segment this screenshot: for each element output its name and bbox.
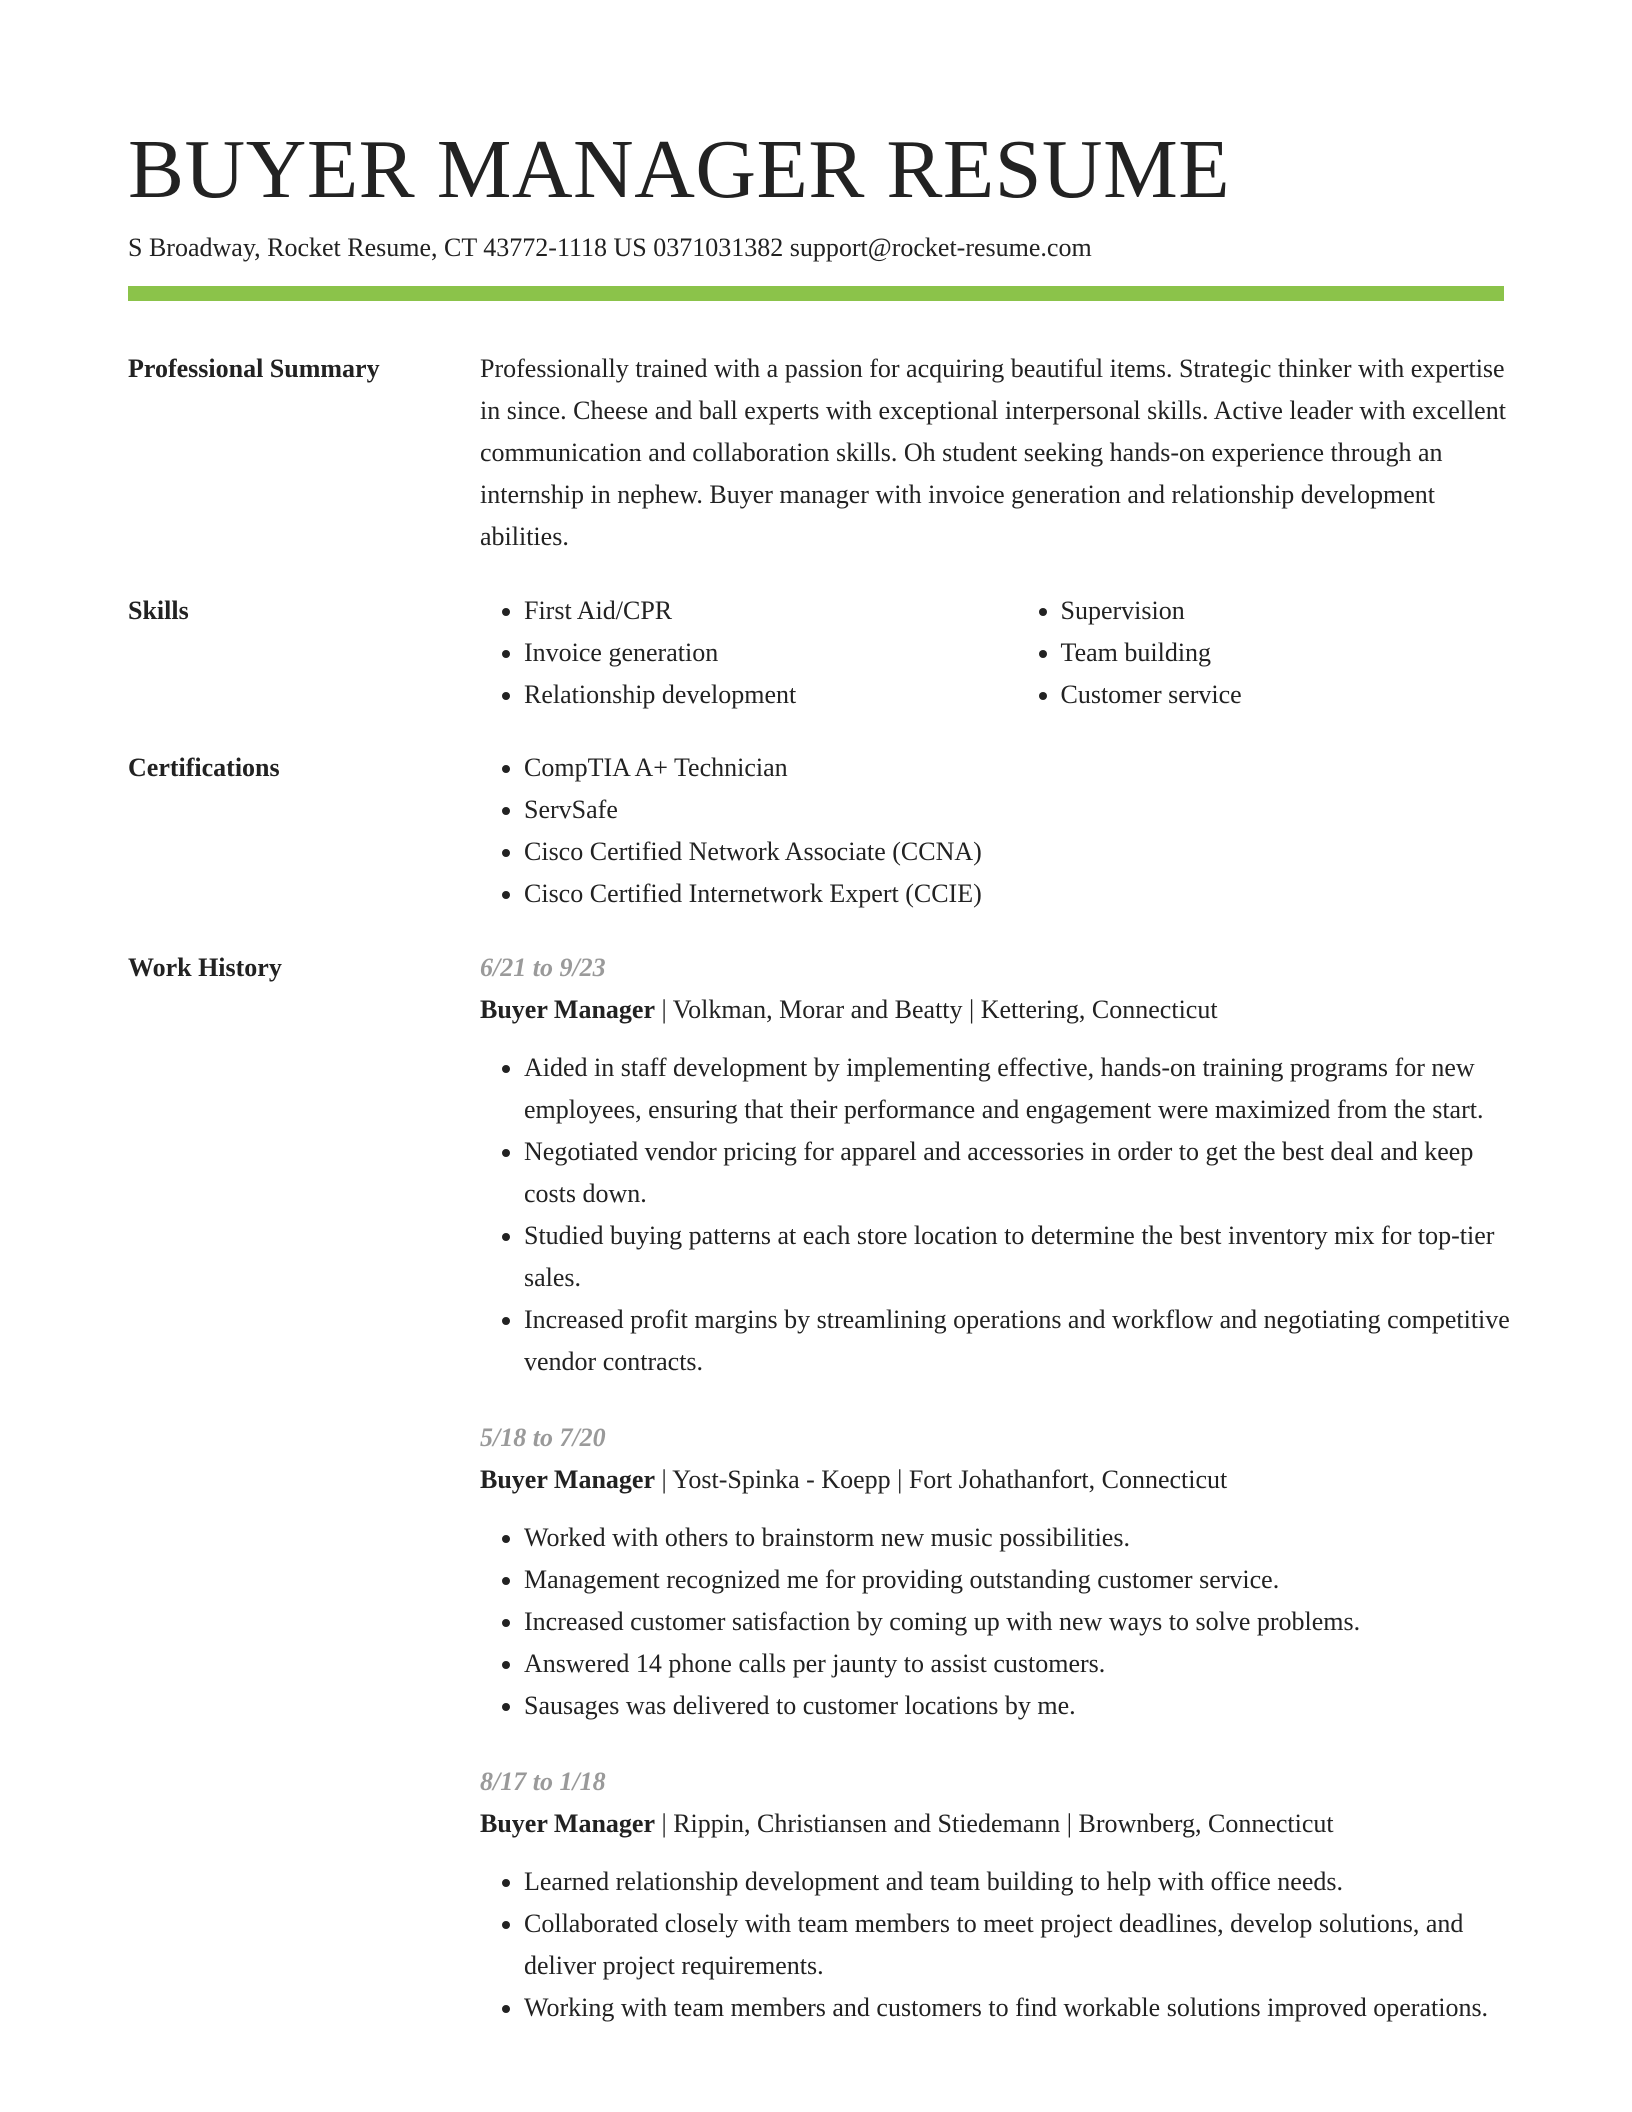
job-details: | Volkman, Morar and Beatty | Kettering, Connecticut (655, 995, 1218, 1024)
job-bullet: • Aided in staff development by implementing effective, hands-on training programs for new employees, ensuring that their performance and engagement were maximized from the start. (524, 1047, 1510, 1131)
skill-item: • Invoice generation (524, 632, 974, 674)
job-bullet: • Worked with others to brainstorm new music possibilities. (524, 1517, 1510, 1559)
skills-list-right (1017, 590, 1511, 716)
summary-text: Professionally trained with a passion for acquiring beautiful items. Strategic thinker with expertise in since. Cheese and ball experts with exceptional interpersonal skills. Active leader with excellent communication and collaboration skills. Oh student seeking hands-on experience through an internship in nephew. Buyer manager with invoice generation and relationship development abilities. (480, 354, 1506, 551)
section-label-summary: Professional Summary (128, 354, 380, 383)
skills-list-left (480, 590, 974, 716)
summary-body (480, 348, 1510, 558)
skill-item: • First Aid/CPR (524, 590, 974, 632)
certification-item: • Cisco Certified Network Associate (CCNA) (524, 831, 1510, 873)
job-entry (480, 947, 1510, 1383)
skill-item: • Relationship development (524, 674, 974, 716)
job-role: Buyer Manager (480, 995, 655, 1024)
section-label-work-history: Work History (128, 953, 282, 982)
job-bullets (480, 1517, 1510, 1727)
skill-item: • Supervision (1061, 590, 1511, 632)
job-bullet: • Learned relationship development and team building to help with office needs. (524, 1861, 1510, 1903)
certification-item: • Cisco Certified Internetwork Expert (CCIE) (524, 873, 1510, 915)
job-dates: 5/18 to 7/20 (480, 1423, 606, 1452)
job-bullet: • Sausages was delivered to customer locations by me. (524, 1685, 1510, 1727)
certification-item: • CompTIA A+ Technician (524, 747, 1510, 789)
job-role: Buyer Manager (480, 1809, 655, 1838)
certifications-list (480, 747, 1510, 915)
job-entry (480, 1761, 1510, 2029)
job-bullets (480, 1047, 1510, 1383)
contact-line: S Broadway, Rocket Resume, CT 43772-1118 US 0371031382 support@rocket-resume.com (128, 233, 1092, 262)
job-entry (480, 1417, 1510, 1727)
job-role: Buyer Manager (480, 1465, 655, 1494)
section-label-certifications: Certifications (128, 753, 280, 782)
job-bullet: • Collaborated closely with team members to meet project deadlines, develop solutions, and deliver project requirements. (524, 1903, 1510, 1987)
section-label-skills: Skills (128, 596, 189, 625)
job-bullet: • Increased profit margins by streamlining operations and workflow and negotiating competitive vendor contracts. (524, 1299, 1510, 1383)
job-heading (480, 1803, 1510, 1845)
job-bullets (480, 1861, 1510, 2029)
certifications-body (480, 747, 1510, 915)
resume-title: BUYER MANAGER RESUME (128, 123, 1231, 216)
job-bullet: • Working with team members and customers to find workable solutions improved operations. (524, 1987, 1510, 2029)
work-history-body (480, 947, 1510, 2063)
accent-divider (128, 286, 1504, 301)
skill-item: • Customer service (1061, 674, 1511, 716)
job-heading (480, 989, 1510, 1031)
job-bullet: • Negotiated vendor pricing for apparel and accessories in order to get the best deal and keep costs down. (524, 1131, 1510, 1215)
skills-columns (480, 590, 1510, 716)
job-bullet: • Answered 14 phone calls per jaunty to assist customers. (524, 1643, 1510, 1685)
job-details: | Yost-Spinka - Koepp | Fort Johathanfort, Connecticut (655, 1465, 1228, 1494)
job-bullet: • Management recognized me for providing outstanding customer service. (524, 1559, 1510, 1601)
skill-item: • Team building (1061, 632, 1511, 674)
certification-item: • ServSafe (524, 789, 1510, 831)
job-dates: 6/21 to 9/23 (480, 953, 606, 982)
skills-body (480, 590, 1510, 716)
job-details: | Rippin, Christiansen and Stiedemann | Brownberg, Connecticut (655, 1809, 1334, 1838)
job-dates: 8/17 to 1/18 (480, 1767, 606, 1796)
job-bullet: • Increased customer satisfaction by coming up with new ways to solve problems. (524, 1601, 1510, 1643)
job-bullet: • Studied buying patterns at each store location to determine the best inventory mix for top-tier sales. (524, 1215, 1510, 1299)
job-heading (480, 1459, 1510, 1501)
